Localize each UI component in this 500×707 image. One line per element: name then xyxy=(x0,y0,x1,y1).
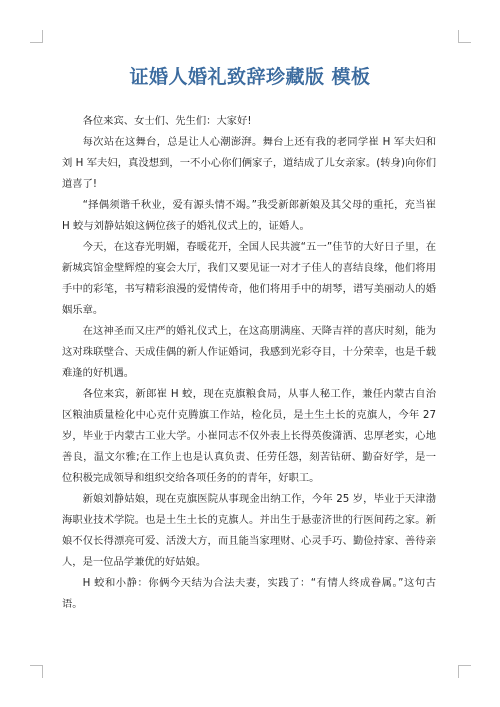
paragraph-entrusted: “择偶须谐千秋业，爱有源头情不竭。”我受新郎新娘及其父母的重托，充当崔 H 蛟与刘静姑娘这俩位孩子的婚礼仪式上的，证婚人。 xyxy=(62,199,436,232)
crop-mark-top-left xyxy=(30,30,43,43)
paragraph-greeting: 各位来宾、女士们、先生们：大家好! xyxy=(82,115,252,127)
paragraph-honor: 在这神圣而又庄严的婚礼仪式上，在这高朋满座、天降吉祥的喜庆时刻，能为这对珠联壁合、天成佳偶的新人作证婚词，我感到光彩夺目，十分荣幸，也是千载难逢的好机遇。 xyxy=(62,325,436,379)
document-body xyxy=(62,111,436,615)
crop-mark-bottom-left xyxy=(30,665,43,678)
crop-mark-top-right xyxy=(458,30,471,43)
paragraph-couple: H 蛟和小静：你俩今天结为合法夫妻，实践了：“有情人终成眷属。”这句古语。 xyxy=(62,577,436,610)
page-title: 证婚人婚礼致辞珍藏版 模板 xyxy=(129,66,371,88)
paragraph-opening: 每次站在这舞台，总是让人心潮澎湃。舞台上还有我的老同学崔 H 军夫妇和刘 H 军夫妇，真没想到，一不小心你们俩家子，道结成了儿女亲家。(转身)向你们道喜了! xyxy=(62,136,436,190)
crop-mark-bottom-right xyxy=(458,665,471,678)
paragraph-groom: 各位来宾，新郎崔 H 蛟，现在克旗粮食局，从事人秘工作，兼任内蒙古自治区粮油质量检化中心克什克腾旗工作站，检化员，是土生土长的克旗人，今年 27 岁，毕业于内蒙古工业大学。小崔同志不仅外表上长得英俊潇洒、忠厚老实，心地善良，温文尔雅;在工作上也是认真负责、任劳任怨，刻苦钻研、勤奋好学，是一位积极完成领导和组织交给各项任务的的青年，好职工。 xyxy=(62,388,436,484)
paragraph-occasion: 今天，在这春光明媚，春暖花开，全国人民共渡“五一”佳节的大好日子里，在新城宾馆金壁辉煌的宴会大厅，我们又要见证一对才子佳人的喜结良缘，他们将用手中的彩笔，书写精彩浪漫的爱情传奇，他们将用手中的胡琴，谱写美丽动人的婚姻乐章。 xyxy=(62,241,436,316)
paragraph-bride: 新娘刘静姑娘，现在克旗医院从事现金出纳工作，今年 25 岁，毕业于天津渤海职业技术学院。也是土生土长的克旗人。并出生于悬壶济世的行医间药之家。新娘不仅长得漂亮可爱、活泼大方，而且能当家理财、心灵手巧、勤俭持家、善待亲人，是一位品学兼优的好姑娘。 xyxy=(62,493,436,568)
